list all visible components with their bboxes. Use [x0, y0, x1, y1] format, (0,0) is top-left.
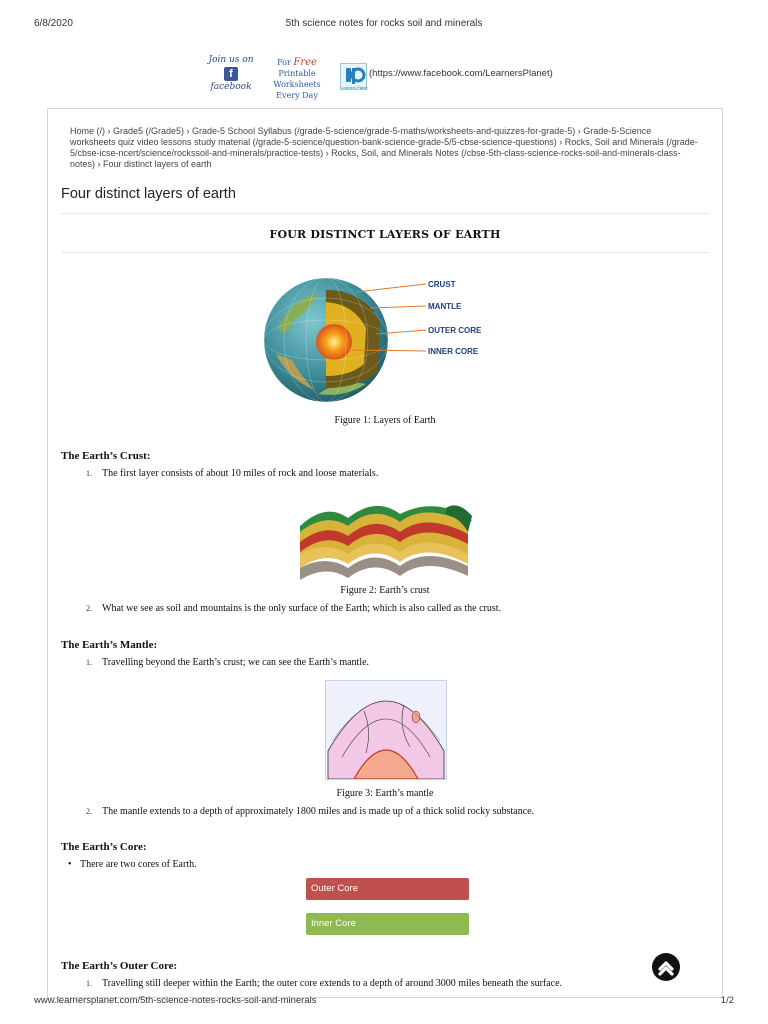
crust-item-1-number: 1. — [86, 469, 92, 478]
outer-core-heading: The Earth’s Outer Core: — [61, 960, 178, 972]
article-card — [47, 108, 723, 998]
figure2-caption: Figure 2: Earth’s crust — [340, 585, 430, 596]
label-crust: CRUST — [428, 280, 456, 289]
facebook-icon: f — [224, 67, 238, 81]
learners-planet-logo-caption: Learners' Planet — [341, 86, 368, 90]
earth-globe-illustration — [258, 268, 498, 410]
section-heading: FOUR DISTINCT LAYERS OF EARTH — [269, 228, 501, 241]
facebook-banner[interactable] — [205, 55, 370, 100]
crust-item-2-text: What we see as soil and mountains is the only surface of the Earth; which is also called as the crust. — [102, 603, 502, 614]
print-footer — [34, 995, 734, 1007]
label-outer-core: OUTER CORE — [428, 326, 482, 335]
inner-core-bar: Inner Core — [306, 913, 469, 935]
breadcrumb[interactable]: Home (/) › Grade5 (/Grade5) › Grade-5 School Syllabus (/grade-5-science/grade-5-maths/worksheets-and-quizzes-for-grade-5) › Grade-5-Science worksheets quiz video lessons study material (/grade-5-science/question-bank-science-grade-5/5-cbse-science-questions) › Rocks, Soil and Minerals (/grade-5/cbse-icse-ncert/science/rockssoil-and-minerals/practice-tests) › Rocks, Soil, and Minerals Notes (/cbse-5th-class-science-rocks-soil-and-minerals-class-notes) › Four distinct layers of earth — [70, 126, 698, 169]
earth-crust-figure — [296, 492, 478, 580]
earth-layer-labels — [428, 280, 482, 356]
mantle-item-1-text: Travelling beyond the Earth’s crust; we can see the Earth’s mantle. — [102, 657, 370, 668]
chevron-up-circle-icon — [652, 953, 680, 981]
print-page-number: 1/2 — [720, 995, 734, 1006]
print-title: 5th science notes for rocks soil and minerals — [285, 18, 483, 29]
crust-heading: The Earth’s Crust: — [61, 450, 151, 462]
facebook-url-link[interactable]: (https://www.facebook.com/LearnersPlanet) — [369, 68, 553, 79]
mantle-item-2-text: The mantle extends to a depth of approximately 1800 miles and is made up of a thick solid rocky substance. — [102, 806, 535, 817]
core-heading: The Earth’s Core: — [61, 841, 147, 853]
mantle-item-1 — [86, 657, 369, 668]
mantle-heading: The Earth’s Mantle: — [61, 639, 158, 651]
mantle-item-2-number: 2. — [86, 807, 92, 816]
promo-every-day: Every Day — [276, 91, 318, 100]
earth-mantle-figure — [325, 680, 447, 780]
earth-layers-figure — [258, 268, 498, 410]
outer-core-item-1 — [86, 978, 562, 989]
facebook-text: facebook — [210, 82, 252, 92]
scroll-to-top-button[interactable] — [652, 953, 680, 981]
promo-free: Free — [293, 57, 317, 68]
print-footer-url: www.learnersplanet.com/5th-science-notes-rocks-soil-and-minerals — [34, 995, 317, 1006]
mantle-illustration — [326, 681, 446, 779]
join-us-text: Join us on — [208, 55, 254, 65]
free-worksheets-promo — [255, 57, 339, 101]
title-divider — [61, 213, 709, 214]
learners-planet-logo — [340, 63, 367, 90]
core-bullet-text: There are two cores of Earth. — [80, 859, 197, 870]
crust-item-1 — [86, 468, 378, 479]
label-inner-core: INNER CORE — [428, 347, 479, 356]
print-date: 6/8/2020 — [34, 18, 73, 29]
figure1-caption: Figure 1: Layers of Earth — [334, 415, 436, 426]
outer-core-item-1-number: 1. — [86, 979, 92, 988]
mantle-item-2 — [86, 806, 534, 817]
page-title: Four distinct layers of earth — [61, 186, 236, 202]
print-header — [34, 18, 734, 30]
label-mantle: MANTLE — [428, 302, 462, 311]
crust-item-1-text: The first layer consists of about 10 miles of rock and loose materials. — [102, 468, 379, 479]
outer-core-item-1-text: Travelling still deeper within the Earth; the outer core extends to a depth of around 3000 miles beneath the surface. — [102, 978, 563, 989]
promo-for: For — [277, 58, 291, 67]
crust-item-2 — [86, 603, 501, 614]
mantle-item-1-number: 1. — [86, 658, 92, 667]
figure3-caption: Figure 3: Earth’s mantle — [336, 788, 434, 799]
join-facebook-badge[interactable] — [207, 55, 255, 93]
crust-illustration — [296, 492, 478, 580]
outer-core-bar: Outer Core — [306, 878, 469, 900]
heading-divider — [61, 252, 709, 253]
core-bullet: • There are two cores of Earth. — [68, 859, 197, 870]
promo-worksheets: Printable Worksheets — [273, 69, 321, 89]
crust-item-2-number: 2. — [86, 604, 92, 613]
